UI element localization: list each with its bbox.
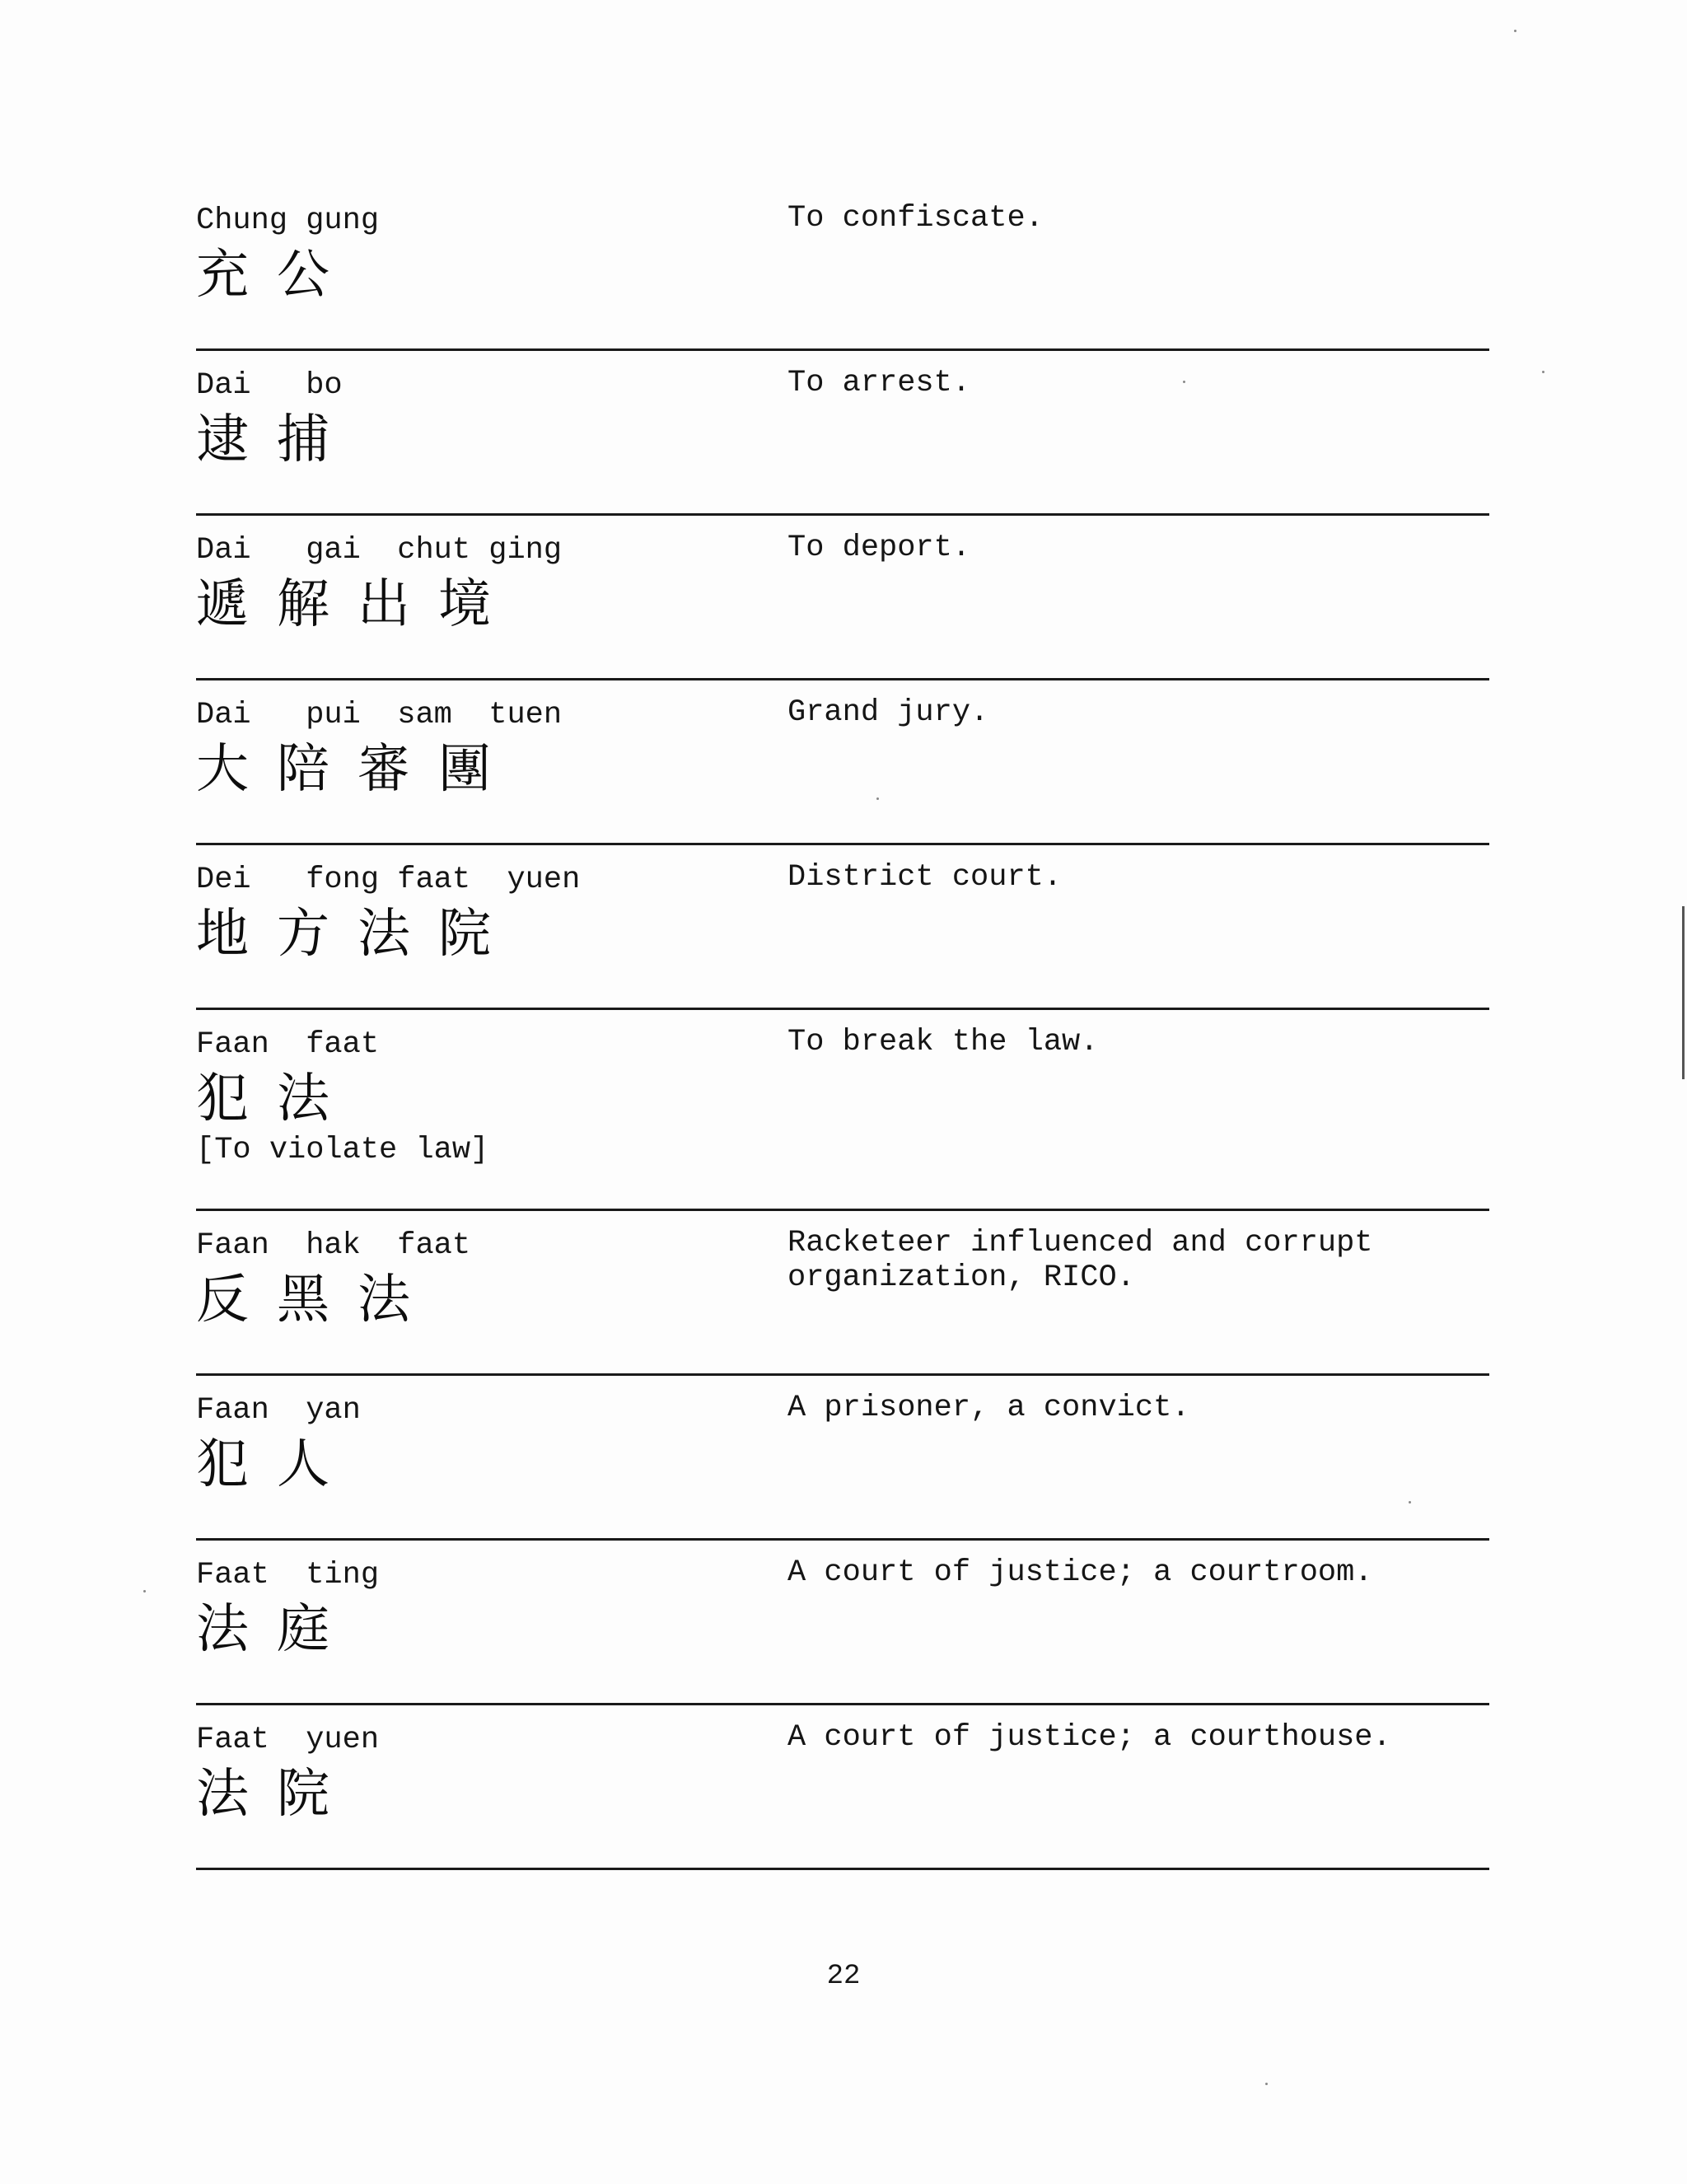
- chinese-characters: 法院: [196, 1764, 357, 1825]
- term-column: [196, 697, 773, 802]
- glossary-entry: [196, 1705, 1489, 1870]
- definition: A prisoner, a convict.: [787, 1391, 1190, 1425]
- scan-speck: [1409, 1501, 1411, 1504]
- chinese-characters: 犯法: [196, 1069, 357, 1129]
- definition-column: [787, 1025, 1488, 1059]
- chinese-characters: 逮捕: [196, 409, 357, 470]
- term-column: [196, 1557, 773, 1663]
- scan-speck: [1265, 2083, 1268, 2085]
- definition: To deport.: [787, 531, 971, 565]
- definition-column: [787, 201, 1488, 236]
- term-column: [196, 1722, 773, 1827]
- chinese-characters: 犯人: [196, 1434, 357, 1495]
- term-column: [196, 1027, 773, 1168]
- chinese-characters: 大陪審團: [196, 739, 519, 800]
- definition: Grand jury.: [787, 695, 989, 730]
- romanization: Dai gai chut ging: [196, 533, 563, 568]
- romanization: Dai pui sam tuen: [196, 698, 563, 732]
- chinese-characters: 反黑法: [196, 1270, 438, 1331]
- term-column: [196, 367, 773, 473]
- glossary-entry: [196, 1211, 1489, 1376]
- chinese-characters: 法庭: [196, 1599, 357, 1660]
- chinese-characters: 地方法院: [196, 904, 519, 965]
- scan-speck: [143, 1590, 146, 1592]
- scan-speck: [876, 797, 879, 800]
- term-column: [196, 532, 773, 638]
- definition-column: [787, 695, 1488, 730]
- glossary-list: [196, 186, 1489, 1870]
- page-number: 22: [826, 1961, 861, 1992]
- glossary-entry: [196, 1010, 1489, 1211]
- definition-column: [787, 1720, 1488, 1755]
- term-column: [196, 1392, 773, 1498]
- glossary-entry: [196, 1541, 1489, 1705]
- scan-edge-mark: [1682, 906, 1685, 1079]
- glossary-entry: [196, 680, 1489, 845]
- chinese-characters: 充公: [196, 245, 357, 306]
- term-column: [196, 1228, 773, 1333]
- definition-column: [787, 531, 1488, 565]
- romanization: Faan yan: [196, 1393, 361, 1428]
- romanization: Faat ting: [196, 1558, 380, 1592]
- definition-column: [787, 1555, 1488, 1590]
- definition: A court of justice; a courtroom.: [787, 1555, 1373, 1590]
- definition: District court.: [787, 860, 1063, 895]
- definition: A court of justice; a courthouse.: [787, 1720, 1391, 1755]
- scan-speck: [1514, 30, 1516, 32]
- definition-column: [787, 366, 1488, 400]
- definition: To confiscate.: [787, 201, 1044, 236]
- romanization: Dai bo: [196, 368, 343, 403]
- definition: To break the law.: [787, 1025, 1099, 1059]
- glossary-entry: [196, 186, 1489, 351]
- glossary-entry: [196, 351, 1489, 516]
- romanization: Faan faat: [196, 1027, 380, 1062]
- term-column: [196, 862, 773, 967]
- romanization: Chung gung: [196, 203, 380, 238]
- definition: To arrest.: [787, 366, 971, 400]
- glossary-entry: [196, 845, 1489, 1010]
- glossary-entry: [196, 516, 1489, 680]
- literal-gloss: [To violate law]: [196, 1133, 489, 1167]
- definition-column: [787, 1391, 1488, 1425]
- glossary-entry: [196, 1376, 1489, 1541]
- scan-speck: [1183, 381, 1185, 383]
- scan-speck: [1542, 371, 1544, 373]
- definition-column: [787, 1226, 1488, 1295]
- romanization: Dei fong faat yuen: [196, 863, 581, 897]
- chinese-characters: 遞解出境: [196, 574, 519, 635]
- term-column: [196, 203, 773, 308]
- definition: Racketeer influenced and corrupt organization, RICO.: [787, 1226, 1373, 1295]
- definition-column: [787, 860, 1488, 895]
- romanization: Faat yuen: [196, 1723, 380, 1757]
- romanization: Faan hak faat: [196, 1228, 471, 1263]
